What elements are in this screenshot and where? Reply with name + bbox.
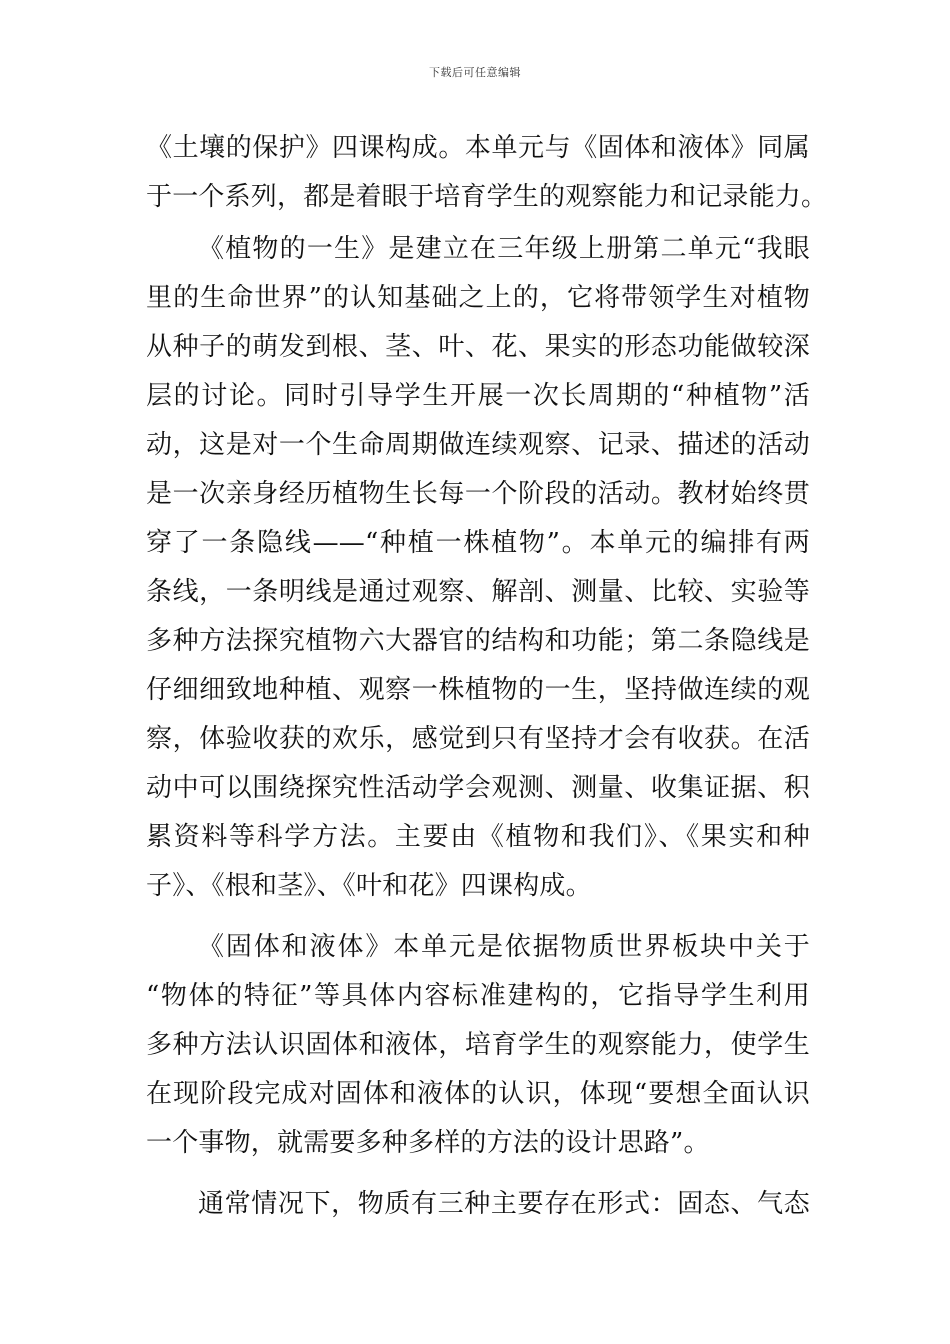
text-line: 动，这是对一个生命周期做连续观察、记录、描述的活动 <box>146 430 810 460</box>
text-line: 是一次亲身经历植物生长每一个阶段的活动。教材始终贯 <box>146 479 810 509</box>
page-header-note: 下载后可任意编辑 <box>429 66 521 79</box>
paragraph <box>146 225 810 911</box>
text-line: 里的生命世界”的认知基础之上的，它将带领学生对植物 <box>146 283 810 313</box>
text-line: 穿了一条隐线——“种植一株植物”。本单元的编排有两 <box>146 528 810 558</box>
text-line: 子》、《根和茎》、《叶和花》四课构成。 <box>146 871 592 901</box>
text-line: 通常情况下，物质有三种主要存在形式：固态、气态 <box>198 1189 810 1219</box>
text-line: 于一个系列，都是着眼于培育学生的观察能力和记录能力。 <box>146 182 828 212</box>
text-line: 《固体和液体》本单元是依据物质世界板块中关于 <box>198 932 810 962</box>
text-line: 多种方法认识固体和液体，培育学生的观察能力，使学生 <box>146 1030 810 1060</box>
text-line: “物体的特征”等具体内容标准建构的，它指导学生利用 <box>146 981 810 1011</box>
text-line: 《土壤的保护》四课构成。本单元与《固体和液体》同属 <box>146 133 810 163</box>
text-line: 一个事物，就需要多种多样的方法的设计思路”。 <box>146 1128 710 1158</box>
text-line: 条线，一条明线是通过观察、解剖、测量、比较、实验等 <box>146 577 810 607</box>
text-line: 仔细细致地种植、观察一株植物的一生，坚持做连续的观 <box>146 675 810 705</box>
paragraph <box>146 1180 810 1229</box>
text-line: 累资料等科学方法。主要由《植物和我们》、《果实和种 <box>146 822 810 852</box>
text-line: 《植物的一生》是建立在三年级上册第二单元“我眼 <box>198 234 810 264</box>
text-line: 察，体验收获的欢乐，感觉到只有坚持才会有收获。在活 <box>146 724 810 754</box>
text-line: 动中可以围绕探究性活动学会观测、测量、收集证据、积 <box>146 773 810 803</box>
paragraph <box>146 124 828 222</box>
text-line: 从种子的萌发到根、茎、叶、花、果实的形态功能做较深 <box>146 332 810 362</box>
document-body <box>146 124 828 1229</box>
text-line: 多种方法探究植物六大器官的结构和功能；第二条隐线是 <box>146 626 810 656</box>
text-line: 层的讨论。同时引导学生开展一次长周期的“种植物”活 <box>146 381 810 411</box>
paragraph <box>146 923 810 1168</box>
text-line: 在现阶段完成对固体和液体的认识，体现“要想全面认识 <box>146 1079 810 1109</box>
